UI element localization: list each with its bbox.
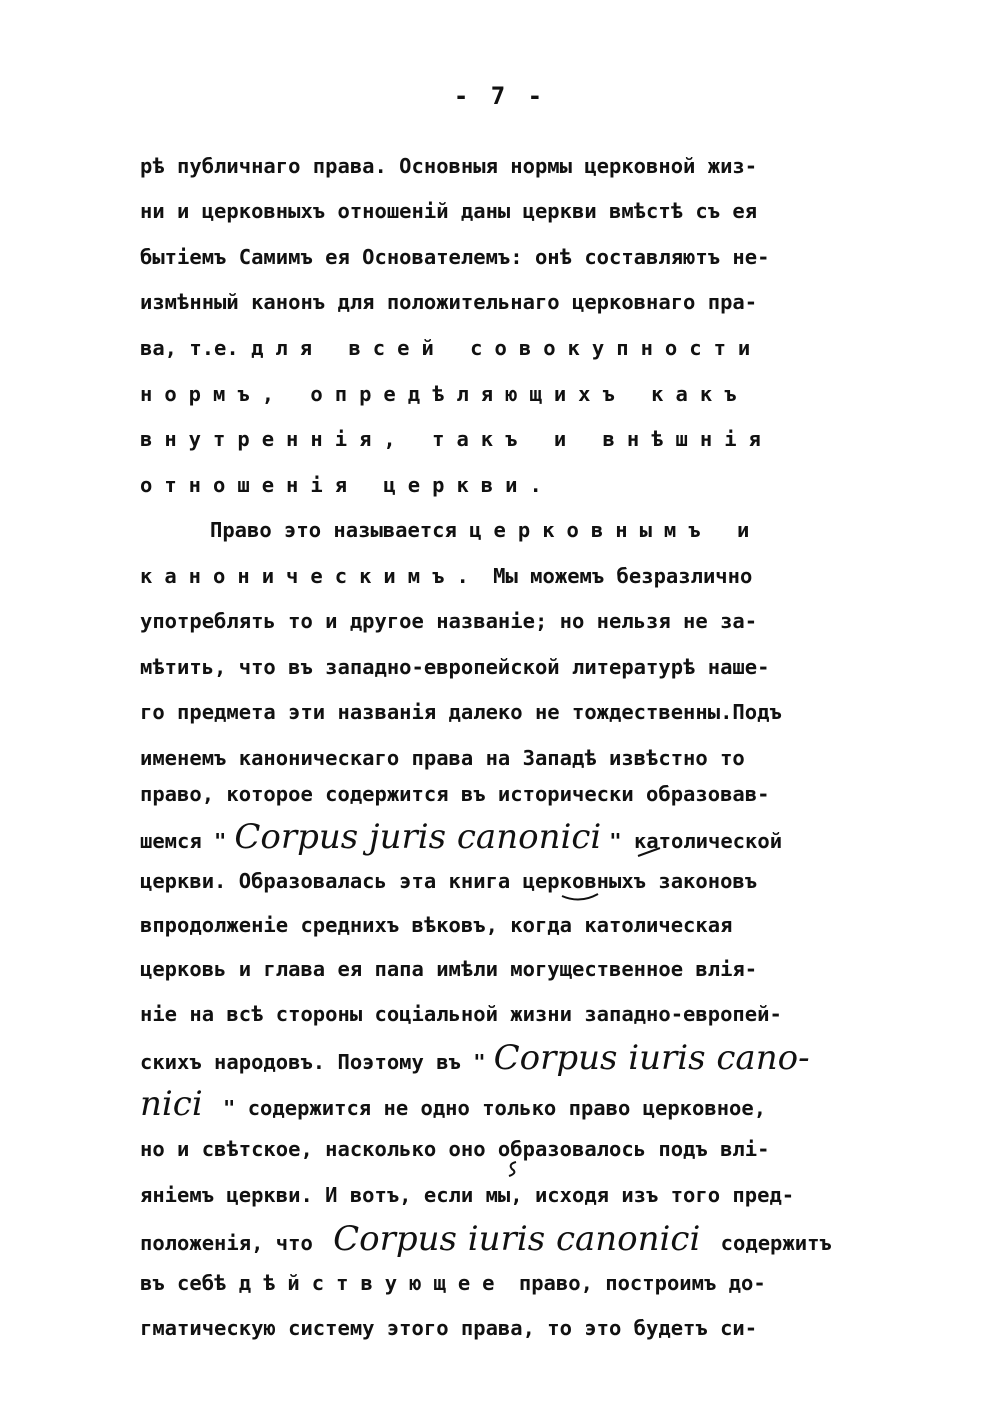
text-line-22: [140, 1085, 766, 1123]
text-line-7: внутреннiя, такъ и внѣшнiя: [140, 427, 773, 451]
text-line-24: янiемъ церкви. И вотъ, если мы, исходя изъ того пред-: [140, 1183, 795, 1207]
text-line-20: нiе на всѣ стороны соцiальной жизни западно-европей-: [140, 1002, 782, 1026]
text-line-10-end: Мы можемъ безразлично: [480, 564, 753, 588]
text-line-26-start: въ себѣ: [140, 1271, 239, 1295]
text-line-6: нормъ, опредѣляющихъ какъ: [140, 382, 749, 406]
correction-mark-3: [506, 1160, 520, 1178]
text-line-21: [140, 1039, 818, 1077]
text-line-25-start: положенiя, что: [140, 1231, 326, 1255]
text-line-25: [140, 1220, 832, 1258]
text-line-26: [140, 1264, 766, 1302]
text-line-12: мѣтить, что въ западно-европейской литературѣ наше-: [140, 655, 770, 679]
spaced-text-3: каноническимъ.: [140, 564, 481, 588]
correction-mark-2: [636, 842, 662, 862]
text-line-9: [210, 511, 761, 549]
text-line-27: гматическую систему этого права, то это будетъ си-: [140, 1316, 758, 1340]
text-line-19: церковь и глава ея папа имѣли могущественное влiя-: [140, 957, 758, 981]
correction-stroke-1: [562, 894, 598, 900]
correction-stroke-2: [638, 848, 660, 856]
text-line-18: впродолженiе среднихъ вѣковъ, когда католическая: [140, 913, 733, 937]
text-line-5: [140, 329, 762, 367]
text-line-22-end: " содержится не одно только право церковное,: [210, 1096, 767, 1120]
correction-stroke-3: [509, 1162, 516, 1176]
text-line-25-end: содержитъ: [708, 1231, 832, 1255]
text-line-4: измѣнный канонъ для положительнаго церковнаго пра-: [140, 290, 758, 314]
text-line-16-end: " католической: [609, 829, 783, 853]
spaced-text-1: для всей совокупности: [251, 336, 763, 360]
text-line-3: бытiемъ Самимъ ея Основателемъ: онѣ составляютъ не-: [140, 245, 770, 269]
text-line-1: рѣ публичнаго права. Основныя нормы церковной жиз-: [140, 154, 758, 178]
handwritten-latin-4: Corpus iuris canonici: [333, 1219, 701, 1259]
text-line-17: церкви. Образовалась эта книга церковныхъ законовъ: [140, 869, 758, 893]
text-line-16: [140, 818, 782, 856]
handwritten-latin-3: nici: [140, 1084, 203, 1124]
page-number: - 7 -: [453, 82, 547, 110]
text-line-13: го предмета эти названiя далеко не тождественны.Подъ: [140, 700, 782, 724]
text-line-11: употреблять то и другое названiе; но нельзя не за-: [140, 609, 758, 633]
text-line-8: отношенiя церкви.: [140, 473, 554, 497]
correction-mark-1: [560, 890, 600, 906]
text-line-5-start: ва, т.е.: [140, 336, 252, 360]
handwritten-latin-2: Corpus iuris cano-: [493, 1038, 810, 1078]
text-line-21-start: скихъ народовъ. Поэтому въ ": [140, 1050, 486, 1074]
text-line-23: но и свѣтское, насколько оно образовалось подъ влi-: [140, 1137, 770, 1161]
text-line-2: ни и церковныхъ отношенiй даны церкви вмѣстѣ съ ея: [140, 199, 758, 223]
text-line-9-start: Право это называется: [210, 518, 470, 542]
text-line-14: именемъ каноническаго права на Западѣ извѣстно то: [140, 746, 745, 770]
text-line-10: [140, 557, 752, 595]
spaced-text-2: церковнымъ и: [469, 518, 762, 542]
spaced-text-4: дѣйствующее: [238, 1271, 507, 1295]
handwritten-latin-1: Corpus juris canonici: [234, 817, 602, 857]
text-line-26-end: право, построимъ до-: [506, 1271, 766, 1295]
text-line-16-start: шемся ": [140, 829, 227, 853]
text-line-15: право, которое содержится въ исторически образовав-: [140, 782, 770, 806]
